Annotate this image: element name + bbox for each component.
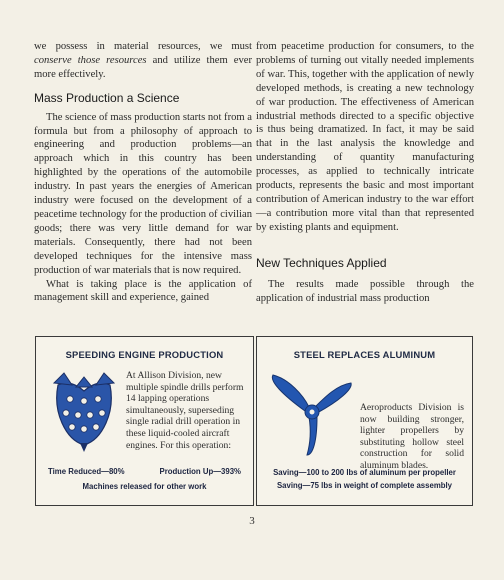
intro-emphasis: conserve those resources [34, 54, 147, 66]
engine-production-box [35, 336, 254, 506]
propeller-icon [265, 365, 357, 457]
page-number: 3 [249, 515, 255, 527]
weight-saving-stat: Saving—75 lbs in weight of complete assembly [276, 481, 453, 490]
box-description: Aeroproducts Division is now building stronger, lighter propellers by substituting hollow steel construction for solid aluminum blades. [360, 402, 464, 471]
intro-text-start: we possess in material resources, we must [34, 41, 252, 52]
aluminum-saving-stat: Saving—100 to 200 lbs of aluminum per propeller [273, 468, 456, 477]
stats-row [48, 467, 241, 476]
steel-replaces-aluminum-box [256, 336, 473, 506]
box-title: STEEL REPLACES ALUMINUM [293, 349, 436, 360]
body-paragraph: The science of mass production starts not from a formula but from a philosophy of approach to engineering and production problems—an approach which in this country has been highlighted by the operations of the automobile industry. In past years the energies of American industry were focused on the development of a peacetime technology for the production of civilian goods; there was very little demand for war materials. Consequently, there had not been developed techniques for the intensive mass production of war materials that is now required. [34, 111, 252, 276]
right-column [256, 40, 474, 305]
machines-released-note: Machines released for other work [82, 482, 207, 491]
multi-spindle-drill-icon [50, 371, 118, 453]
section-heading-new-techniques: New Techniques Applied [256, 255, 387, 270]
production-up-stat: Production Up—393% [159, 467, 241, 476]
intro-paragraph [34, 40, 252, 82]
left-column [34, 40, 252, 305]
time-reduced-stat: Time Reduced—80% [48, 467, 125, 476]
section-heading-mass-production: Mass Production a Science [34, 90, 180, 105]
body-paragraph: The results made possible through the application of industrial mass production [256, 278, 474, 304]
box-description: At Allison Division, new multiple spindle drills perform 14 lapping operations simultaneously, superseding single radial drill operation in these liquid-cooled aircraft engines. For this operation: [126, 370, 244, 451]
intro-text-end: and utilize them ever more effectively. [34, 54, 252, 80]
body-paragraph: from peacetime production for consumers, to the problems of turning out vitally needed implements of war. This, together with the application of newly developed methods, is creating a new technology of war production. The effectiveness of American industrial methods directed to a specific objective is thus being dramatized. In fact, it may be said that in the last analysis the knowledge and understanding of quantity manufacturing processes, as applied to technically intricate products, represents the basic and most important contribution of American industry to the war effort—a contribution more vital than that represented by existing plants and equipment. [256, 41, 474, 233]
body-paragraph: What is taking place is the application of management skill and experience, gained [34, 278, 252, 304]
box-title: SPEEDING ENGINE PRODUCTION [65, 349, 224, 360]
